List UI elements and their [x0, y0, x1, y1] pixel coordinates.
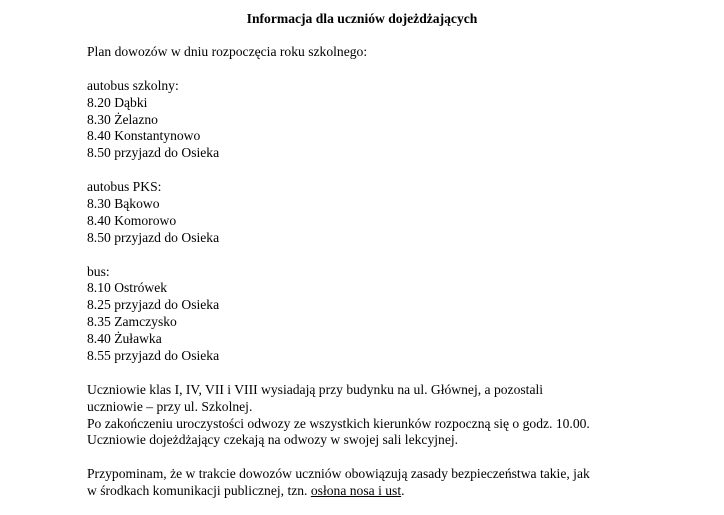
- blank-line: [87, 247, 697, 264]
- note-line: Po zakończeniu uroczystości odwozy ze wszystkich kierunków rozpoczną się o godz. 10.00.: [87, 415, 590, 431]
- schedule-stop: 8.30 Żelazno: [87, 111, 158, 127]
- schedule-stop: 8.25 przyjazd do Osieka: [87, 297, 220, 313]
- reminder-line: Przypominam, że w trakcie dowozów uczniów obowiązują zasady bezpieczeństwa takie, jak: [87, 466, 590, 482]
- schedule-stop: 8.10 Ostrówek: [87, 280, 168, 296]
- blank-line: [87, 162, 697, 179]
- schedule-stop: 8.55 przyjazd do Osieka: [87, 348, 220, 364]
- schedule-stop: 8.20 Dąbki: [87, 94, 148, 110]
- section-heading: autobus PKS:: [87, 179, 162, 195]
- reminder-period: .: [401, 483, 405, 499]
- reminder-paragraph: [87, 466, 697, 500]
- schedule-stop: 8.40 Konstantynowo: [87, 128, 201, 144]
- intro-text: Plan dowozów w dniu rozpoczęcia roku szkolnego:: [87, 44, 368, 59]
- schedule-stop: 8.40 Żuławka: [87, 331, 162, 347]
- note-line: Uczniowie dojeżdżający czekają na odwozy w swojej sali lekcyjnej.: [87, 432, 459, 448]
- schedule-stop: 8.50 przyjazd do Osieka: [87, 229, 220, 245]
- reminder-emphasis: osłona nosa i ust: [310, 483, 402, 499]
- reminder-text: w środkach komunikacji publicznej, tzn.: [87, 483, 311, 499]
- section-school-bus: [87, 78, 697, 162]
- reminder-line: [87, 483, 697, 500]
- note-line: uczniowie – przy ul. Szkolnej.: [87, 398, 253, 414]
- note-line: Uczniowie klas I, IV, VII i VIII wysiadają przy budynku na ul. Głównej, a pozostali: [87, 381, 544, 397]
- section-heading: bus:: [87, 263, 110, 279]
- schedule-stop: 8.50 przyjazd do Osieka: [87, 145, 220, 161]
- schedule-stop: 8.30 Bąkowo: [87, 196, 160, 212]
- section-pks-bus: [87, 179, 697, 247]
- schedule-stop: 8.35 Zamczysko: [87, 314, 177, 330]
- document-title: Informacja dla uczniów dojeżdżających: [246, 11, 478, 26]
- blank-line: [87, 61, 697, 78]
- schedule-stop: 8.40 Komorowo: [87, 212, 177, 228]
- notes-paragraph: [87, 382, 697, 450]
- document-body: [87, 44, 697, 500]
- section-heading: autobus szkolny:: [87, 77, 179, 93]
- blank-line: [87, 365, 697, 382]
- section-bus: [87, 264, 697, 365]
- blank-line: [87, 449, 697, 466]
